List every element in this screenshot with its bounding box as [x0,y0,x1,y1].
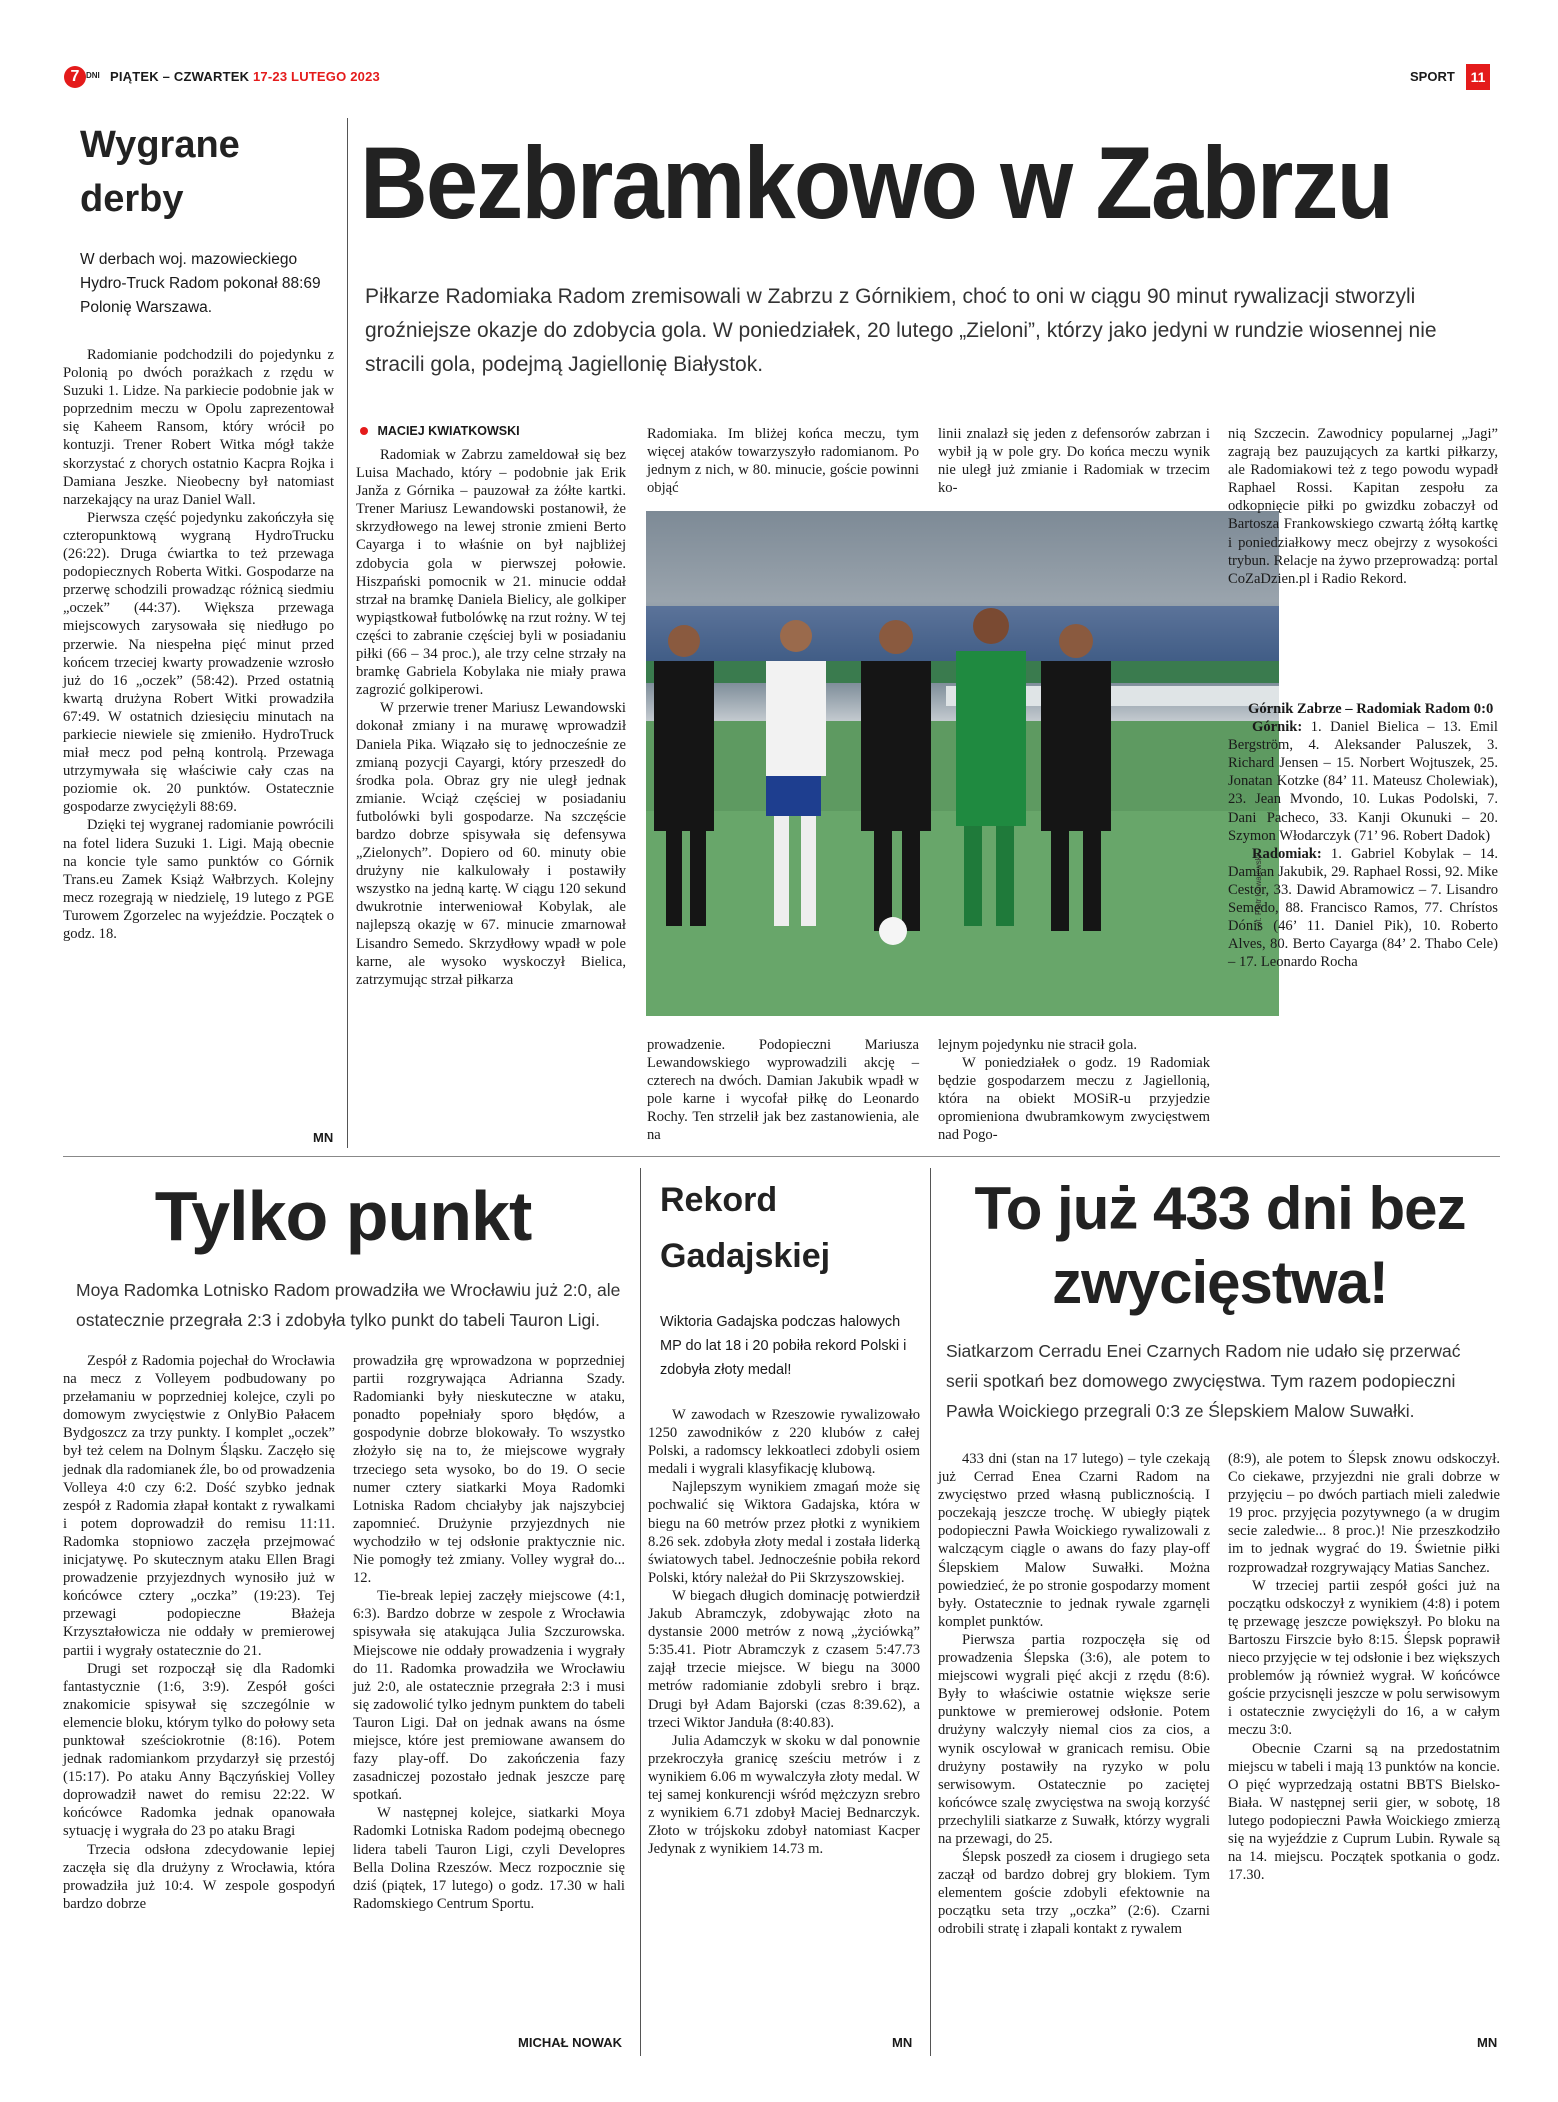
football-match-photo [646,511,1279,1016]
date-range: 17-23 LUTEGO 2023 [253,69,380,84]
main-paragraph: lejnym pojedynku nie stracił gola. [938,1037,1137,1053]
main-col3-bottom [938,1036,1210,1145]
lineup-gornik [1228,718,1498,845]
rekord-paragraph: Julia Adamczyk w skoku w dal ponownie przekroczyła granicę sześciu metrów i z wynikiem 6.06 m wywalczyła złoty medal. W tej samej konkurencji wśród mężczyzn srebro z wynikiem 6.71 zdobył Maciej Bednarczyk. Złoto w trójskoku zdobył natomiast Kacper Jedynak z wynikiem 14.73 m. [648,1732,920,1858]
main-paragraph: W poniedziałek o godz. 19 Radomiak będzie gospodarzem meczu z Jagiellonią, która na obiekt MOSiR-u przyjedzie opromieniona dwubramkowym zwycięstwem nad Pogo- [938,1055,1210,1144]
dni-title: To już 433 dni bez zwycięstwa! [974,1175,1466,1316]
main-paragraph: linii znalazł się jeden z defensorów zabrzan i wybił ją w pole gry. Do końca meczu wynik nie uległ już zmianie i Radomiak w trzecim ko- [938,426,1210,497]
dni-col1 [938,1450,1210,1939]
author-name: MACIEJ KWIATKOWSKI [377,424,520,438]
derby-paragraph: Radomianie podchodzili do pojedynku z Polonią po dwóch porażkach z rzędu w Suzuki 1. Lidze. Na parkiecie podobnie jak w poprzednim meczu w Opolu zaprezentował się Kaheem Ransom, który wrócił po kontuzji. Trener Robert Witka mógł także skorzystać z chorych ostatnio Kacpra Rojka i Damiana Jeszke. Nieobecny był natomiast narzekający na uraz Daniel Wall. [63,347,334,508]
logo-sub: DNI [86,71,100,80]
derby-signature: MN [313,1130,334,1145]
main-col2-top [647,425,919,497]
derby-title: Wygrane derby [80,124,240,220]
punkt-signature: MICHAŁ NOWAK [518,2035,622,2050]
lineup-radomiak [1228,845,1498,972]
main-col4 [1228,425,1498,588]
punkt-col1 [63,1352,335,1913]
punkt-title: Tylko punkt [154,1177,532,1255]
derby-body [63,346,334,943]
dni-paragraph: Obecnie Czarni są na przedostatnim miejscu w tabeli i mają 13 punktów na koncie. O pięć wyprzedzają ostatni BBTS Bielsko-Biała. W następnej serii gier, w sobotę, 18 lutego podopieczni Pawła Woickiego zmierzą się na wyjeździe z Cuprum Lubin. Rywale są na 14. miejscu. Początek spotkania o godz. 17.30. [1228,1740,1500,1884]
logo-icon [64,66,86,88]
punkt-col2 [353,1352,625,1913]
dni-lead: Siatkarzom Cerradu Enei Czarnych Radom nie udało się przerwać serii spotkań bez domowego zwycięstwa. Tym razem podopieczni Pawła Woickiego przegrali 0:3 ze Ślepskiem Malow Suwałki. [946,1341,1461,1421]
rekord-lead: Wiktoria Gadajska podczas halowych MP do lat 18 i 20 pobiła rekord Polski i zdobyła złoty medal! [660,1314,907,1378]
punkt-paragraph: Drugi set rozpoczął się dla Radomki fantastycznie (1:6, 3:9). Zespół gości znakomicie spisywał się szczególnie w elemencie bloku, którym tylko do połowy seta punktował sześciokrotnie (8:16). Potem jednak radomiankom przydarzył się przestój (15:17). Po ataku Anny Bączyńskiej Volley doprowadził nawet do remisu 22:22. W końcówce Radomka jednak opanowała sytuację i wygrała do 23 po ataku Bragi [63,1660,335,1840]
derby-paragraph: Pierwsza część pojedynku zakończyła się czteropunktową wygraną HydroTrucku (26:22). Druga ćwiartka to też przewaga podopiecznych Roberta Witki. Gospodarze na przerwę schodzili prowadząc różnicą siedmiu „oczek” (44:37). Większa przewaga miejscowych zarysowała się niedługo po przerwie. Na niespełna pięć minut przed końcem trzeciej kwarty prowadzenie wzrosło już do 16 „oczek” (58:42). Przed ostatnią kwartą drużyna Robert Witki prowadziła 67:49. W ostatnich dziesięciu minutach na parkiecie niewiele się zmieniło. HydroTruck miał mecz pod pełną kontrolą. Przewaga utrzymywała się właściwie cały czas na poziomie ok. 20 punktów. Ostatecznie gospodarze zwyciężyli 88:69. [63,509,334,816]
main-col1 [356,446,626,989]
rekord-signature: MN [892,2035,913,2050]
rekord-paragraph: Najlepszym wynikiem zmagań może się pochwalić się Wiktora Gadajska, która w biegu na 60 metrów przez płotki z wynikiem 8.26 sek. zdobyła złoty medal i została liderką światowych tabel. Jednocześnie pobiła rekord Polski, który należał do Pii Skrzyszowskiej. [648,1479,920,1586]
divider [347,118,348,1148]
photo-illustration [646,511,1279,1016]
dni-col2 [1228,1450,1500,1884]
main-lead: Piłkarze Radomiaka Radom zremisowali w Zabrzu z Górnikiem, choć to oni w ciągu 90 minut rywalizacji stworzyli groźniejsze okazje do zdobycia gola. W poniedziałek, 20 lutego „Zieloni”, którzy jako jedyni w rundzie wiosennej nie stracili gola, podejmą Jagiellonię Białystok. [365,285,1437,376]
punkt-paragraph: Trzecia odsłona zdecydowanie lepiej zaczęła się dla drużyny z Wrocławia, która prowadziła już 10:4. W zespole gospodyń bardzo dobrze [63,1841,335,1912]
punkt-paragraph: Zespół z Radomia pojechał do Wrocławia na mecz z Volleyem podbudowany po przełamaniu w poprzedniej kolejce, czyli po domowym zwycięstwie z OnlyBio Pałacem Bydgoszcz za trzy punkty. I komplet „oczek” był też celem na Dolnym Śląsku. Zaczęło się jednak dla radomianek źle, bo od prowadzenia Volleya 4:0 czy 6:2. Dość szybko jednak zespół z Radomia złapał kontakt z rywalkami i potem doprowadził do remisu 11:11. Radomka stopniowo zaczęła przejmować inicjatywę. Po skutecznym ataku Ellen Bragi prowadzenie przyjezdnych wynosiło już w końcówce cztery „oczka” (19:23). Tej przewagi podopieczne Błażeja Krzyształowicza nie oddały w premierowej partii i wygrały ostatecznie do 21. [63,1353,335,1659]
issue-date [110,69,380,84]
derby-lead: W derbach woj. mazowieckiego Hydro-Truck Radom pokonał 88:69 Polonię Warszawa. [80,251,321,316]
main-paragraph: W przerwie trener Mariusz Lewandowski dokonał zmiany i na murawę wprowadził Daniela Pika. Wiązało się to jednocześnie ze zmianą pozycji Cayargi, który przeszedł do środka pola. Obraz gry nie uległ jednak zmianie. Wciąż częściej w posiadaniu futbolówki byli gospodarze. Na szczęście bardzo dobrze spisywała się defensywa „Zielonych”. Dopiero od 60. minuty obie drużyny nie kalkulowały i postawiły wszystko na jedną kartę. W ciągu 120 sekund dwukrotnie interweniował Kobylak, ale najlepszą okazję w 67. minucie zmarnował Lisandro Semedo. Skrzydłowy wpadł w pole karne, ale wysoko wyskoczył Bielica, zatrzymując strzał piłkarza [356,700,626,988]
lineup-gornik-players: 1. Daniel Bielica – 13. Emil Bergström, 4. Aleksander Paluszek, 3. Richard Jensen – 15. Norbert Wojtuszek, 25. Jonatan Kotzke (84’ 11. Mateusz Cholewiak), 23. Jean Mvondo, 10. Lukas Podolski, 7. Dani Pacheco, 33. Kanji Okunuki – 20. Szymon Włodarczyk (71’ 96. Robert Dadok) [1228,719,1498,844]
page-number: 11 [1466,64,1490,90]
photo-credit: Fot. Piotr Kowalewski [1254,854,1263,931]
punkt-paragraph: Tie-break lepiej zaczęły miejscowe (4:1, 6:3). Bardzo dobrze w zespole z Wrocławia spisywała się atakująca Julia Szczurowska. Miejscowe nie oddały prowadzenia i wygrały do 11. Radomka prowadziła we Wrocławiu już 2:0, ale ostatecznie przegrała 2:3 i musi się zadowolić tylko jednym punktem do tabeli Tauron Ligi. Dał on jednak awans na ósme miejsce, które jest premiowane awansem do fazy play-off. Do zakończenia fazy zasadniczej pozostało jednak jeszcze parę spotkań. [353,1588,625,1804]
dni-signature: MN [1477,2035,1498,2050]
derby-paragraph: Dzięki tej wygranej radomianie powrócili na fotel lidera Suzuki 1. Ligi. Mają obecnie na koncie tyle samo punktów co Górnik Trans.eu Zamek Książ Wałbrzych. Kolejny mecz rozegrają w niedzielę, 19 lutego z PGE Turowem Zgorzelec na wyjeździe. Początek o godz. 18. [63,817,334,942]
main-paragraph: Radomiaka. Im bliżej końca meczu, tym więcej ataków towarzyszyło radomianom. Po jednym z nich, w 80. minucie, goście powinni objąć [647,426,919,497]
dni-paragraph: (8:9), ale potem to Ślepsk znowu odskoczył. Co ciekawe, przyjezdni nie grali dobrze w przyjęciu – po dwóch partiach mieli zaledwie 19 proc. przyjęcia pozytywnego (a w drugim secie zaledwie... 8 proc.)! Nie przeszkodziło im to jednak wygrać do 19. Świetnie piłki rozprowadzał rozgrywający Matias Sanchez. [1228,1451,1500,1576]
lineup-gornik-label: Górnik: [1252,719,1303,736]
logo-number: 7 [70,68,80,85]
page-header [0,0,1558,95]
date-prefix: PIĄTEK – CZWARTEK [110,69,250,84]
lineup-radomiak-players: 1. Gabriel Kobylak – 14. Damian Jakubik, 29. Raphael Rossi, 92. Mike Cestor, 33. Dawid Abramowicz – 7. Lisandro Semedo, 88. Francisco Ramos, 77. Chrístos Dónis (46’ 11. Daniel Pik), 10. Roberto Alves, 80. Berto Cayarga (84’ 2. Thabo Cele) – 17. Leonardo Rocha [1228,845,1498,971]
punkt-paragraph: prowadziła grę wprowadzona w poprzedniej partii rozgrywająca Adrianna Szady. Radomianki były nieskuteczne w ataku, ponadto popełniały sporo błędów, a gospodynie dobrze blokowały. To wszystko złożyło się na to, że miejscowe wygrały trzeciego seta wysoko, bo do 19. O secie numer cztery siatkarki Moya Radomki Lotniska Radom chciałyby jak najszybciej zapomnieć. Drużynie przyjezdnych nie wychodziło w tej odsłonie praktycznie nic. Nie pomogły też zmiany. Volley wygrał do... 12. [353,1353,625,1587]
dni-paragraph: W trzeciej partii zespół gości już na początku odskoczył z wynikiem (4:8) i potem tę przewagę jeszcze powiększył. Po bloku na Bartoszu Firszcie było 8:15. Ślepsk poprawił nieco przyjęcie w tej odsłonie i bez większych problemów ją również wygrał. W końcówce goście przycisnęli jeszcze w polu serwisowym i ostatecznie zwyciężyli do 16, a w całym meczu 3:0. [1228,1577,1500,1739]
rekord-paragraph: W biegach długich dominację potwierdził Jakub Abramczyk, zdobywając złoto na dystansie 2000 metrów z nową „życiówką” 5:35.41. Piotr Abramczyk z czasem 5:47.73 zajął trzecie miejsce. W biegu na 3000 metrów radomianie zdobyli srebro i brąz. Drugi był Adam Bajorski (czas 8:39.62), a trzeci Wiktor Janduła (8:40.83). [648,1587,920,1731]
main-paragraph: nią Szczecin. Zawodnicy popularnej „Jagi” zagrają bez pauzujących za kartki piłkarzy, ale Radomiakowi też z tego powodu wypadł Raphael Rossi. Kapitan zespołu za odkopnięcie piłki po gwizdku zobaczył od Bartosza Frankowskiego czwartą żółtą kartkę i poniedziałkowy mecz obejrzy z wysokości trybun. Relacje na żywo przeprowadzą: portal CoZaDzien.pl i Radio Rekord. [1228,426,1498,587]
rekord-paragraph: W zawodach w Rzeszowie rywalizowało 1250 zawodników z 220 klubów z całej Polski, a radomscy lekkoatleci zdobyli osiem medali i wygrali klasyfikację klubową. [648,1407,920,1478]
section-label: SPORT [1410,69,1455,84]
lineup-radomiak-label: Radomiak: [1252,845,1322,862]
dni-paragraph: 433 dni (stan na 17 lutego) – tyle czekają już Cerrad Enea Czarni Radom na zwycięstwo przed własną publicznością. I poczekają jeszcze trochę. W ubiegły piątek podopieczni Pawła Woickiego rywalizowali z walczącym ciągle o awans do fazy play-off Ślepskiem Malow Suwałki. Można powiedzieć, że po stronie gospodarzy moment były. Ostatecznie to jednak rywale zgarnęli komplet punktów. [938,1451,1210,1630]
main-title: Bezbramkowo w Zabrzu [360,126,1393,240]
main-col2-bottom [647,1036,919,1145]
author-bullet-icon [360,427,368,435]
punkt-paragraph: W następnej kolejce, siatkarki Moya Radomki Lotniska Radom podejmą obecnego lidera tabeli Tauron Ligi, czyli Developres Bella Dolina Rzeszów. Mecz rozpocznie się dziś (piątek, 17 lutego) o godz. 17.30 w hali Radomskiego Centrum Sportu. [353,1805,625,1912]
divider [640,1168,641,2056]
divider [63,1156,1500,1157]
lineup-title: Górnik Zabrze – Radomiak Radom 0:0 [1248,701,1494,717]
divider [930,1168,931,2056]
main-paragraph: Radomiak w Zabrzu zameldował się bez Luisa Machado, który – podobnie jak Erik Janža z Górnika – pauzował za żółte kartki. Trener Mariusz Lewandowski postanowił, że skrzydłowego na lewej stronie zmieni Berto Cayarga i to właśnie on był najbliżej zdobycia gola w pierwszej połowie. Hiszpański pomocnik w 21. minucie oddał strzał na bramkę Daniela Bielicy, ale golkiper wypiąstkował futbolówkę na rzut rożny. W tej części to zabranie częściej byli w posiadaniu piłki (66 – 34 proc.), ale trzy celne strzały na bramkę Gabriela Kobylaka nie miały prawa zagrozić golkiperowi. [356,447,626,699]
dni-paragraph: Pierwsza partia rozpoczęła się od prowadzenia Ślepska (3:6), ale potem to miejscowi wygrali pięć akcji z rzędu (8:6). Były to właściwie ostatnie większe serie punktowe w premierowej odsłonie. Potem drużyny walczyły niemal cios za cios, a wynik oscylował w granicach remisu. Obie drużyny postawiły na ryzyko w polu serwisowym. Ostatecznie po zaciętej końcówce szalę zwycięstwa na swoją korzyść przechylili siatkarze z Suwałk, którzy wygrali na przewagi, do 25. [938,1631,1210,1847]
rekord-body [648,1406,920,1858]
punkt-lead: Moya Radomka Lotnisko Radom prowadziła we Wrocławiu już 2:0, ale ostatecznie przegrała 2:3 i zdobyła tylko punkt do tabeli Tauron Ligi. [76,1280,621,1330]
lineup-box [1228,700,1498,971]
rekord-title: Rekord Gadajskiej [660,1181,831,1275]
main-paragraph: prowadzenie. Podopieczni Mariusza Lewandowskiego wyprowadzili akcję – czterech na dwóch. Damian Jakubik wpadł w pole karne i wycofał piłkę do Leonardo Rochy. Ten strzelił jak bez zastanowienia, ale na [647,1037,919,1144]
author-line [360,424,520,438]
dni-paragraph: Ślepsk poszedł za ciosem i drugiego seta zaczął od bardzo dobrej gry blokiem. Tym elementem goście zdobyli efektownie na początku seta trzy „oczka” (2:6). Czarni odrobili stratę i złapali kontakt z rywalem [938,1849,1210,1938]
main-col3-top [938,425,1210,497]
